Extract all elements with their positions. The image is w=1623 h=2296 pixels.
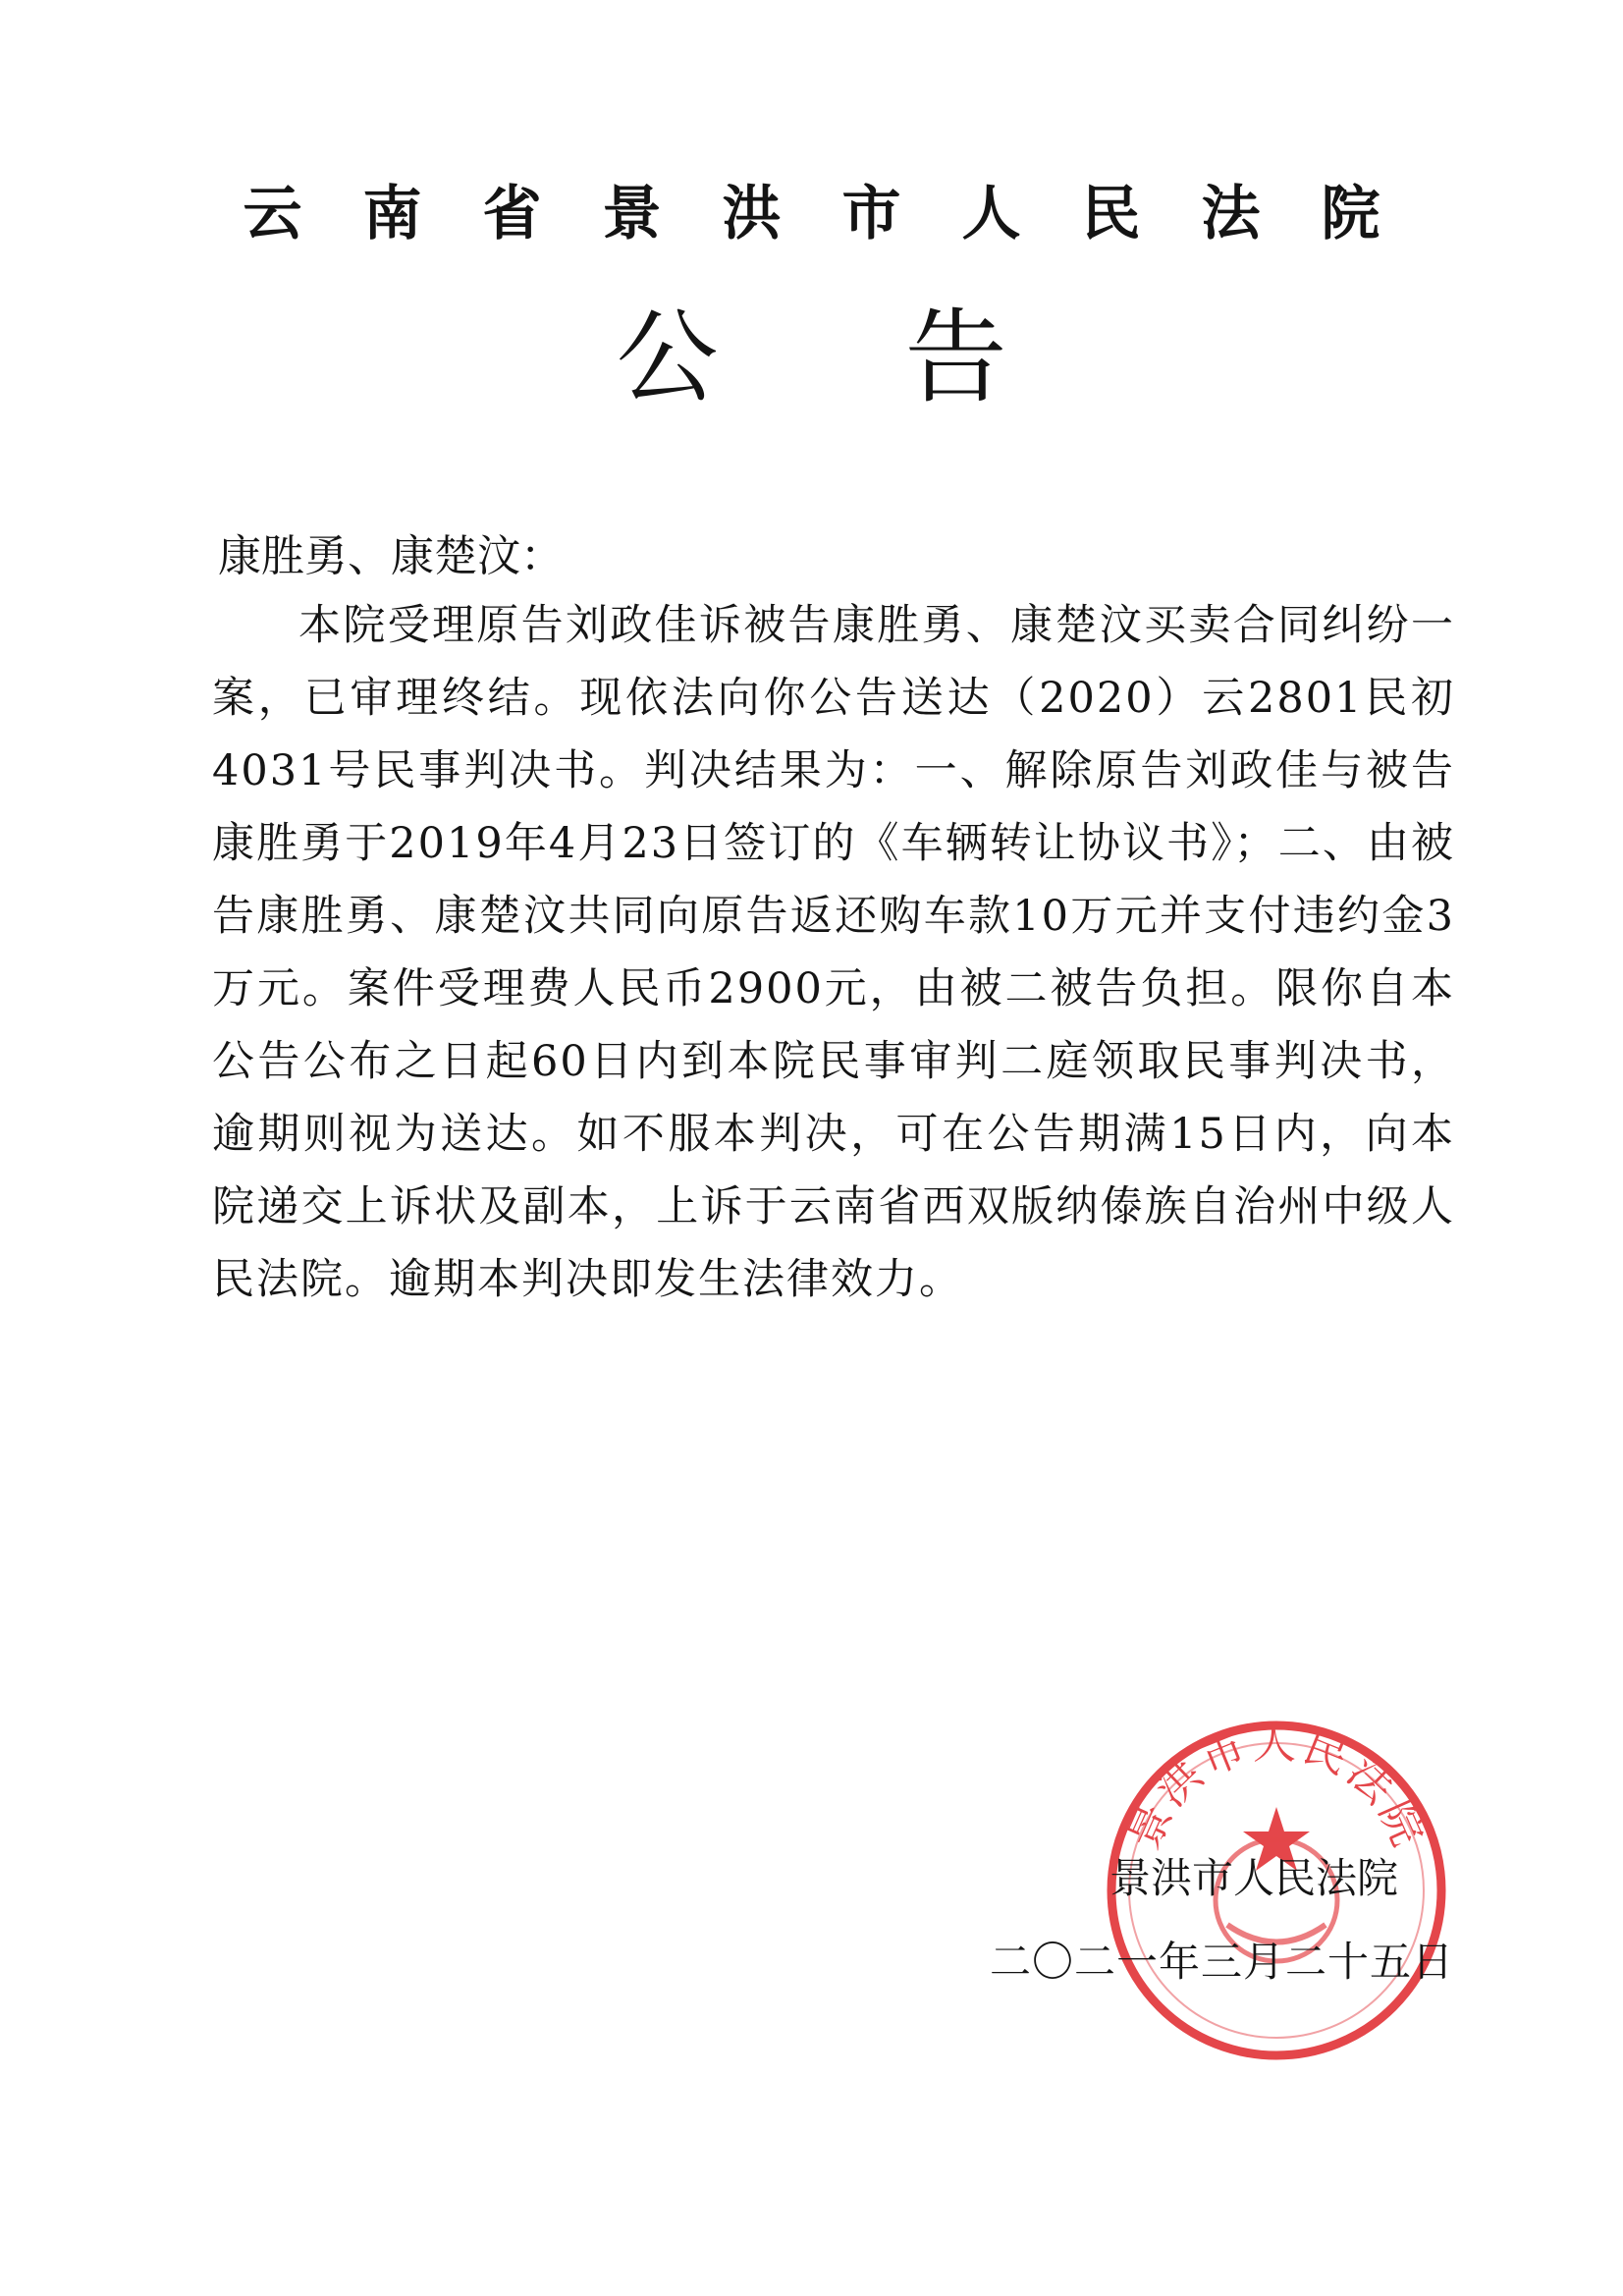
notice-title: 公告 <box>616 298 1194 417</box>
signature-date: 二〇二一年三月二十五日 <box>990 1938 1455 1986</box>
signature-court: 景洪市人民法院 <box>1109 1854 1399 1902</box>
court-name-heading: 云南省景洪市人民法院 <box>243 180 1441 248</box>
notice-body: 本院受理原告刘政佳诉被告康胜勇、康楚汶买卖合同纠纷一案，已审理终结。现依法向你公告送达（2020）云2801民初4031号民事判决书。判决结果为：一、解除原告刘政佳与被告康胜勇于2019年4月23日签订的《车辆转让协议书》；二、由被告康胜勇、康楚汶共同向原告返还购车款10万元并支付违约金3万元。案件受理费人民币2900元，由被二被告负担。限你自本公告公布之日起60日内到本院民事审判二庭领取民事判决书，逾期则视为送达。如不服本判决，可在公告期满15日内，向本院递交上诉状及副本，上诉于云南省西双版纳傣族自治州中级人民法院。逾期本判决即发生法律效力。 <box>212 601 1455 1304</box>
seal-text: 景洪市人民法院 <box>1118 1719 1434 1857</box>
addressee-line: 康胜勇、康楚汶： <box>218 531 564 581</box>
